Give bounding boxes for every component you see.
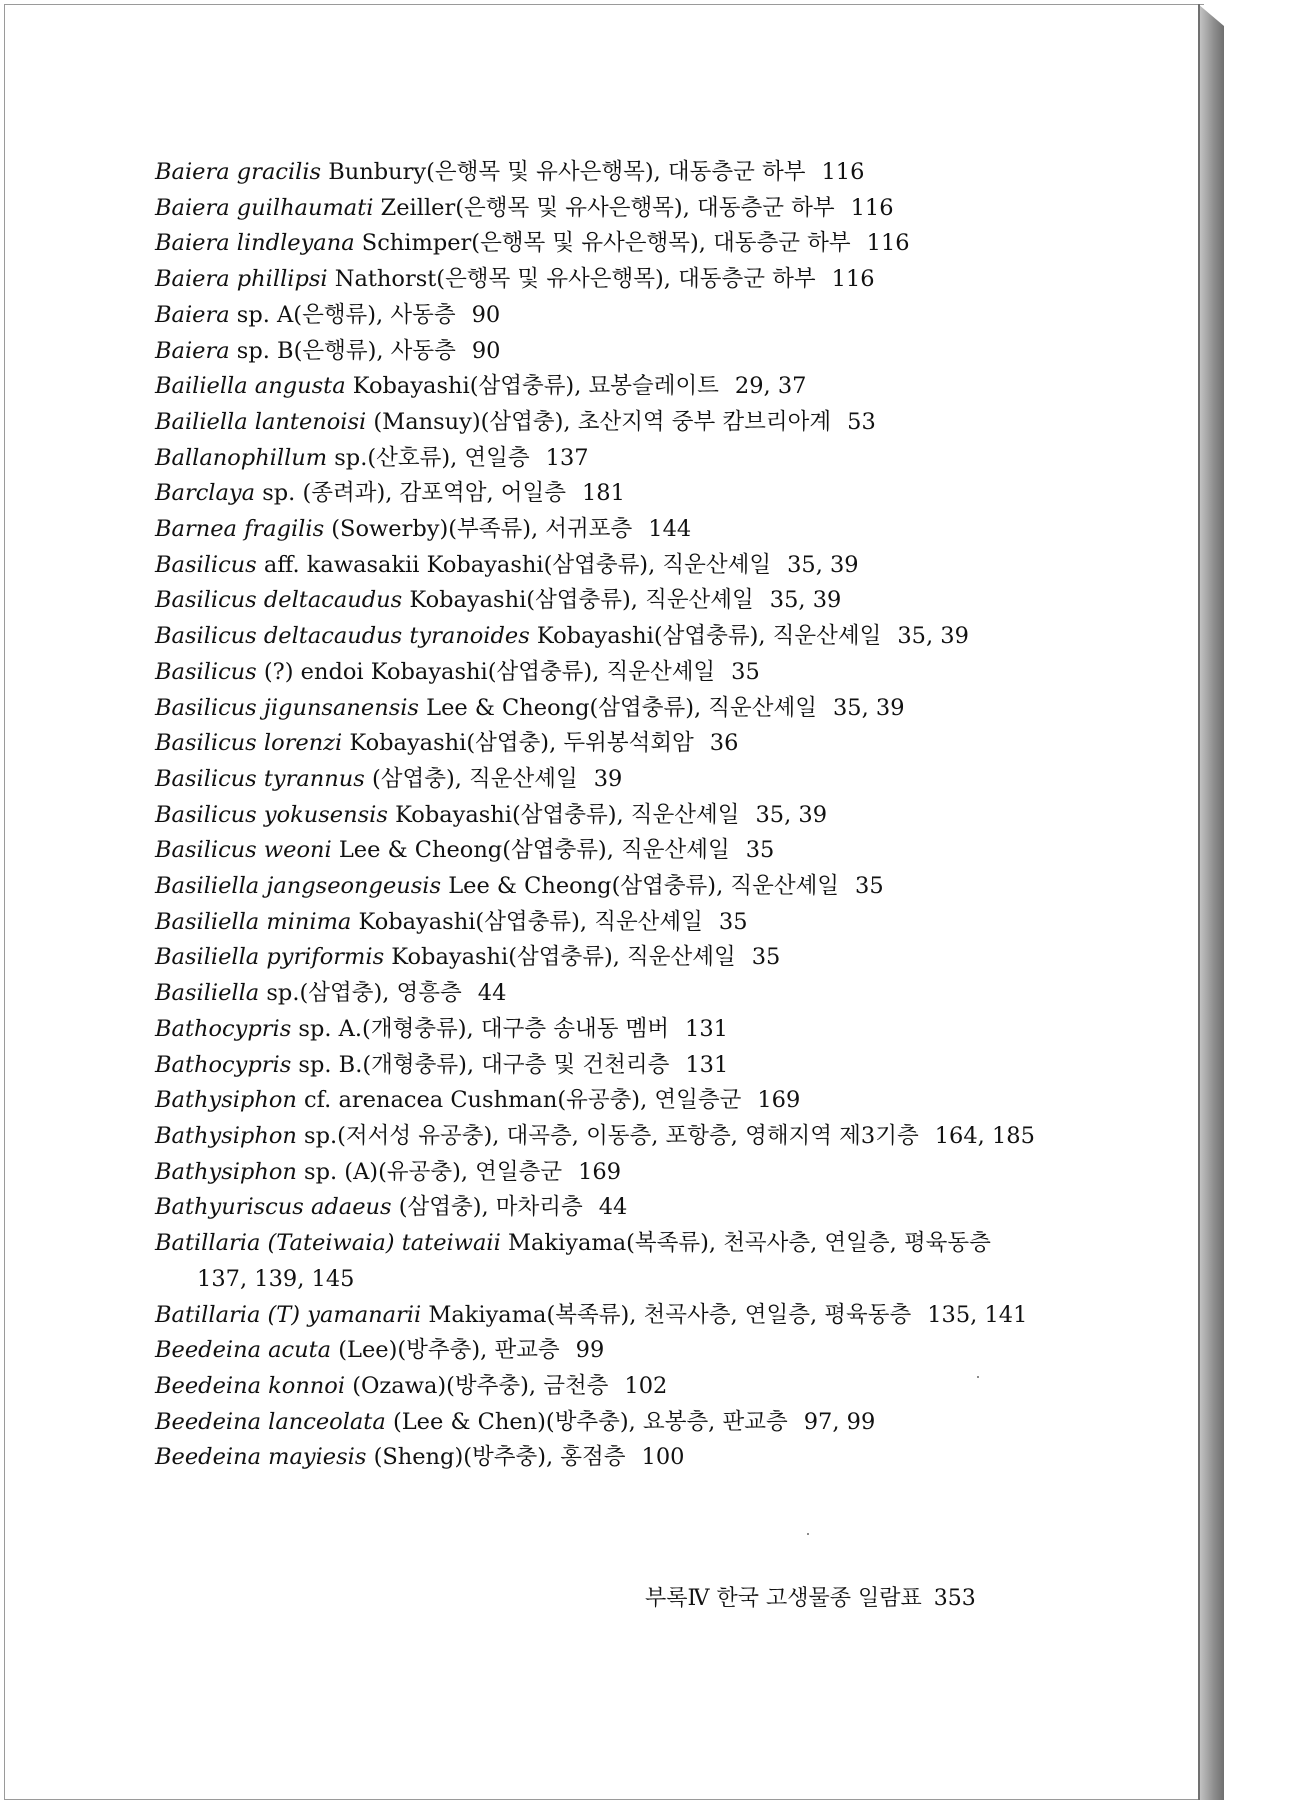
species-name: Bathocypris	[155, 1015, 292, 1042]
page-references: 131	[685, 1015, 728, 1042]
index-entry	[155, 548, 1055, 584]
species-name: Basilicus	[155, 551, 257, 578]
species-name: Basilicus jigunsanensis	[155, 694, 419, 721]
entry-description: sp.(저서성 유공충), 대곡층, 이동층, 포항층, 영해지역 제3기층	[304, 1122, 919, 1149]
entry-description: cf. arenacea Cushman(유공충), 연일층군	[304, 1087, 742, 1114]
entry-description: sp.(산호류), 연일층	[334, 444, 530, 471]
species-name: Beedeina acuta	[155, 1337, 332, 1364]
species-name: Bathysiphon	[155, 1122, 297, 1149]
index-entry	[155, 1405, 1055, 1441]
species-name: Basilicus weoni	[155, 837, 332, 864]
species-name: Baiera	[155, 337, 230, 364]
index-entry	[155, 1333, 1055, 1369]
page-references: 99	[575, 1337, 605, 1364]
entry-description: (Ozawa)(방추충), 금천층	[352, 1372, 609, 1399]
species-name: Beedeina lanceolata	[155, 1408, 386, 1435]
page-references: 169	[578, 1158, 622, 1185]
page-references: 36	[709, 730, 739, 757]
index-entry	[155, 298, 1055, 334]
entry-description: Schimper(은행목 및 유사은행목), 대동층군 하부	[361, 230, 851, 257]
index-entry	[155, 1155, 1055, 1191]
index-entry	[155, 1190, 1055, 1226]
entry-description: Bunbury(은행목 및 유사은행목), 대동층군 하부	[328, 159, 806, 185]
index-entry	[155, 1083, 1055, 1119]
species-name: Batillaria (Tateiwaia) tateiwaii	[155, 1230, 501, 1257]
species-name: Barclaya	[155, 480, 256, 507]
page-references: 35	[855, 873, 884, 900]
entry-description: (삼엽충), 직운산셰일	[371, 765, 578, 792]
species-name: Basiliella minima	[155, 908, 352, 935]
index-entry	[155, 726, 1055, 762]
book-page	[4, 4, 1204, 1800]
page-references: 181	[581, 480, 625, 507]
index-entry	[155, 191, 1055, 227]
page-references: 90	[471, 301, 501, 328]
page-references: 116	[831, 266, 875, 293]
page-references: 35	[745, 837, 775, 864]
species-name: Basilicus deltacaudus tyranoides	[155, 623, 530, 650]
species-name: Barnea fragilis	[155, 516, 325, 543]
page-references: 100	[641, 1444, 685, 1471]
page-references: 169	[757, 1087, 801, 1114]
species-name: Basilicus	[155, 658, 257, 685]
index-entry	[155, 1119, 1055, 1155]
entry-description: Kobayashi(삼엽충류), 묘봉슬레이트	[352, 373, 719, 400]
entry-description: (?) endoi Kobayashi(삼엽충류), 직운산셰일	[263, 658, 716, 685]
species-name: Basilicus yokusensis	[155, 801, 388, 828]
index-entry	[155, 976, 1055, 1012]
page-references: 35	[751, 944, 781, 971]
species-name: Bathysiphon	[155, 1087, 297, 1114]
entry-description: (Sheng)(방추충), 홍점층	[373, 1444, 626, 1471]
page-references: 116	[866, 230, 910, 257]
species-name: Baiera gracilis	[155, 159, 322, 185]
index-entry	[155, 940, 1055, 976]
species-name: Baiera guilhaumati	[155, 194, 374, 221]
index-entry	[155, 334, 1055, 370]
index-entry	[155, 441, 1055, 477]
species-name: Basilicus lorenzi	[155, 730, 343, 757]
entry-description: sp.(삼엽충), 영흥층	[266, 980, 462, 1007]
entry-description: Zeiller(은행목 및 유사은행목), 대동층군 하부	[380, 194, 835, 221]
species-name: Baiera	[155, 301, 230, 328]
entry-description: Lee & Cheong(삼엽충류), 직운산셰일	[426, 694, 817, 721]
entry-description: sp. A(은행류), 사동층	[236, 301, 456, 328]
entry-description: Kobayashi(삼엽충), 두위봉석회암	[349, 730, 694, 757]
entry-description: (Lee & Chen)(방추충), 요봉층, 판교층	[392, 1408, 788, 1435]
entry-description: Makiyama(복족류), 천곡사층, 연일층, 평육동층	[507, 1230, 991, 1257]
page-references: 44	[598, 1194, 628, 1221]
page-references: 53	[847, 408, 876, 435]
page-references: 116	[821, 159, 865, 185]
entry-description: Kobayashi(삼엽충류), 직운산셰일	[358, 908, 703, 935]
entry-description: Kobayashi(삼엽충류), 직운산셰일	[391, 944, 736, 971]
index-entry	[155, 405, 1055, 441]
entry-description: sp. (A)(유공충), 연일층군	[304, 1158, 563, 1185]
species-name: Basilicus tyrannus	[155, 765, 365, 792]
page-references: 137	[545, 444, 589, 471]
index-entry	[155, 1369, 1055, 1405]
species-name: Basilicus deltacaudus	[155, 587, 403, 614]
page-references: 144	[648, 516, 692, 543]
page-stack-edge	[1198, 4, 1224, 1800]
entry-description: Lee & Cheong(삼엽충류), 직운산셰일	[338, 837, 730, 864]
page-references: 102	[624, 1372, 668, 1399]
index-entry	[155, 512, 1055, 548]
species-name: Basiliella jangseongeusis	[155, 873, 442, 900]
index-entry	[155, 798, 1055, 834]
index-entry	[155, 691, 1055, 727]
entry-description: (Sowerby)(부족류), 서귀포층	[331, 516, 633, 543]
page-references: 35, 39	[787, 551, 859, 578]
index-entry	[155, 762, 1055, 798]
footer-title: 부록Ⅳ 한국 고생물종 일람표	[645, 1586, 922, 1611]
page-references: 35, 39	[897, 623, 969, 650]
entry-description: aff. kawasakii Kobayashi(삼엽충류), 직운산셰일	[263, 551, 772, 578]
page-references: 35, 39	[755, 801, 828, 828]
species-name: Baiera phillipsi	[155, 266, 328, 293]
species-name: Baiera lindleyana	[155, 230, 355, 257]
index-entry	[155, 1440, 1055, 1476]
entry-description: Lee & Cheong(삼엽충류), 직운산셰일	[448, 873, 840, 900]
page-references: 90	[471, 337, 501, 364]
page-references: 164, 185	[934, 1122, 1035, 1149]
index-entry	[155, 476, 1055, 512]
entry-description: sp. B(은행류), 사동층	[236, 337, 456, 364]
page-references: 116	[850, 194, 894, 221]
entry-description: (Lee)(방추충), 판교층	[338, 1337, 560, 1364]
page-edge-line	[1198, 4, 1200, 1800]
page-references: 131	[685, 1051, 729, 1078]
index-entry	[155, 869, 1055, 905]
page-references: 35, 39	[769, 587, 842, 614]
entry-description: Makiyama(복족류), 천곡사층, 연일층, 평육동층	[428, 1301, 912, 1328]
scan-speck	[977, 1376, 979, 1378]
index-entry	[155, 619, 1055, 655]
index-entry	[155, 1226, 1055, 1297]
index-entry	[155, 262, 1055, 298]
species-name: Bathocypris	[155, 1051, 292, 1078]
page-references: 35, 39	[832, 694, 905, 721]
entry-description: Kobayashi(삼엽충류), 직운산셰일	[409, 587, 754, 614]
index-entry	[155, 905, 1055, 941]
species-index-list	[155, 155, 1055, 1476]
species-name: Bailiella lantenoisi	[155, 408, 367, 435]
page-references: 97, 99	[803, 1408, 876, 1435]
species-name: Bathyuriscus adaeus	[155, 1194, 392, 1221]
species-name: Basiliella	[155, 980, 260, 1007]
index-entry	[155, 583, 1055, 619]
species-name: Beedeina konnoi	[155, 1372, 346, 1399]
entry-description: sp. B.(개형충류), 대구층 및 건천리층	[298, 1051, 670, 1078]
page-references: 29, 37	[734, 373, 807, 400]
index-entry	[155, 833, 1055, 869]
entry-description: Kobayashi(삼엽충류), 직운산셰일	[536, 623, 882, 650]
page-references: 39	[593, 765, 623, 792]
index-entry	[155, 1048, 1055, 1084]
index-entry	[155, 655, 1055, 691]
page-references: 35	[718, 908, 748, 935]
page-references: 44	[477, 980, 507, 1007]
entry-description: Nathorst(은행목 및 유사은행목), 대동층군 하부	[334, 266, 816, 293]
entry-description: (삼엽충), 마차리층	[398, 1194, 583, 1221]
page-references: 137, 139, 145	[197, 1265, 355, 1292]
index-entry	[155, 155, 1055, 191]
index-entry	[155, 369, 1055, 405]
entry-description: sp. A.(개형충류), 대구층 송내동 멤버	[298, 1015, 670, 1042]
page-references: 135, 141	[927, 1301, 1028, 1328]
species-name: Ballanophillum	[155, 444, 328, 471]
index-entry	[155, 1012, 1055, 1048]
species-name: Bathysiphon	[155, 1158, 297, 1185]
species-name: Beedeina mayiesis	[155, 1444, 367, 1471]
index-entry	[155, 1298, 1055, 1334]
index-entry	[155, 226, 1055, 262]
page-references: 35	[731, 658, 760, 685]
page-number: 353	[933, 1586, 976, 1611]
species-name: Batillaria (T) yamanarii	[155, 1301, 422, 1328]
entry-description: (Mansuy)(삼엽충), 초산지역 중부 캄브리아계	[373, 408, 832, 435]
entry-description: Kobayashi(삼엽충류), 직운산셰일	[395, 801, 740, 828]
species-name: Bailiella angusta	[155, 373, 346, 400]
species-name: Basiliella pyriformis	[155, 944, 385, 971]
page-footer	[645, 1581, 976, 1612]
entry-description: sp. (종려과), 감포역암, 어일층	[262, 480, 566, 507]
scan-speck	[807, 1533, 809, 1535]
